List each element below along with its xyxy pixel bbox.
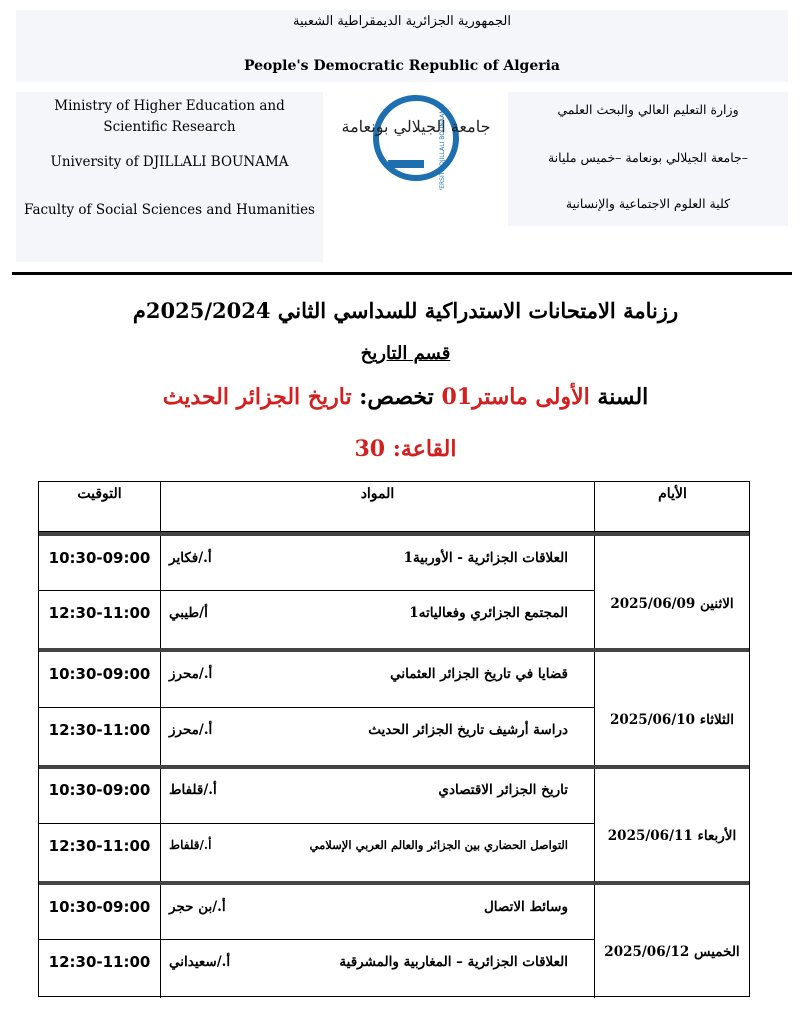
professor-cell: أ./قلفاط xyxy=(169,838,212,852)
schedule-title: رزنامة الامتحانات الاستدراكية للسداسي الثاني 2025/2024م xyxy=(132,298,679,323)
ministry-en: Ministry of Higher Education and Scientific Research xyxy=(54,98,285,135)
faculty-ar: كلية العلوم الاجتماعية والإنسانية xyxy=(565,196,731,211)
day-cell: الثلاثاء 2025/06/10 xyxy=(610,712,734,728)
time-cell: 12:30-11:00 xyxy=(48,721,151,739)
department-name: قسم التاريخ xyxy=(360,343,451,364)
university-logo xyxy=(336,94,496,190)
professor-cell: أ./فكاير xyxy=(169,550,212,566)
header-arabic-box xyxy=(508,92,788,226)
time-cell: 10:30-09:00 xyxy=(48,898,151,916)
level-prefix: السنة xyxy=(597,384,649,410)
professor-cell: أ./محرز xyxy=(169,666,213,682)
header-english-box xyxy=(16,92,323,262)
exam-schedule-table xyxy=(38,481,750,997)
professor-cell: أ./بن حجر xyxy=(169,899,226,915)
republic-title-ar: الجمهورية الجزائرية الديمقراطية الشعبية xyxy=(293,14,511,29)
time-cell: 12:30-11:00 xyxy=(48,604,151,622)
header-time: التوقيت xyxy=(77,486,122,502)
ministry-ar: وزارة التعليم العالي والبحث العلمي xyxy=(557,102,739,117)
time-cell: 10:30-09:00 xyxy=(48,549,151,567)
subject-cell: دراسة أرشيف تاريخ الجزائر الحديث xyxy=(368,722,568,738)
logo-arabic-text: جامعة الجيلالي بونعامة xyxy=(341,117,491,136)
subject-cell: المجتمع الجزائري وفعالياته1 xyxy=(409,605,568,621)
specialty-label: تخصص: xyxy=(359,384,434,410)
professor-cell: أ./محرز xyxy=(169,722,213,738)
header-days: الأيام xyxy=(658,486,687,502)
header-subjects: المواد xyxy=(360,486,395,502)
department-title xyxy=(0,343,811,364)
day-cell: الأربعاء 2025/06/11 xyxy=(607,828,737,844)
faculty-en: Faculty of Social Sciences and Humanities xyxy=(24,202,315,218)
professor-cell: أ./سعيداني xyxy=(169,954,231,970)
level-line xyxy=(0,384,811,410)
professor-cell: أ/طيبي xyxy=(169,605,208,621)
logo-latin-text: UNIVERSITE DJILLALI BOUNAAMA xyxy=(439,104,446,190)
university-ar: جامعة الجيلالي بونعامة –خميس مليانة– xyxy=(547,150,749,165)
republic-title-en: People's Democratic Republic of Algeria xyxy=(243,58,561,74)
specialty-name: تاريخ الجزائر الحديث xyxy=(162,384,352,410)
day-cell: الاثنين 2025/06/09 xyxy=(610,596,734,612)
day-cell: الخميس 2025/06/12 xyxy=(604,944,740,960)
subject-cell: التواصل الحضاري بين الجزائر والعالم العربي الإسلامي xyxy=(309,838,568,852)
level-main: الأولى ماستر01 xyxy=(441,384,590,410)
professor-cell: أ./قلفاط xyxy=(169,782,217,798)
header-divider xyxy=(12,272,792,275)
subject-cell: قضايا في تاريخ الجزائر العثماني xyxy=(390,666,568,682)
subject-cell: العلاقات الجزائرية - الأوربية1 xyxy=(403,550,568,566)
time-cell: 10:30-09:00 xyxy=(48,781,151,799)
time-cell: 12:30-11:00 xyxy=(48,953,151,971)
time-cell: 12:30-11:00 xyxy=(48,837,151,855)
header-republic-box xyxy=(16,10,788,82)
subject-cell: وسائط الاتصال xyxy=(483,899,568,915)
subject-cell: العلاقات الجزائرية – المغاربية والمشرقية xyxy=(339,954,568,970)
university-en: University of DJILLALI BOUNAMA xyxy=(50,154,289,170)
time-cell: 10:30-09:00 xyxy=(48,665,151,683)
room-label: القاعة: 30 xyxy=(354,436,457,462)
subject-cell: تاريخ الجزائر الاقتصادي xyxy=(438,782,568,798)
